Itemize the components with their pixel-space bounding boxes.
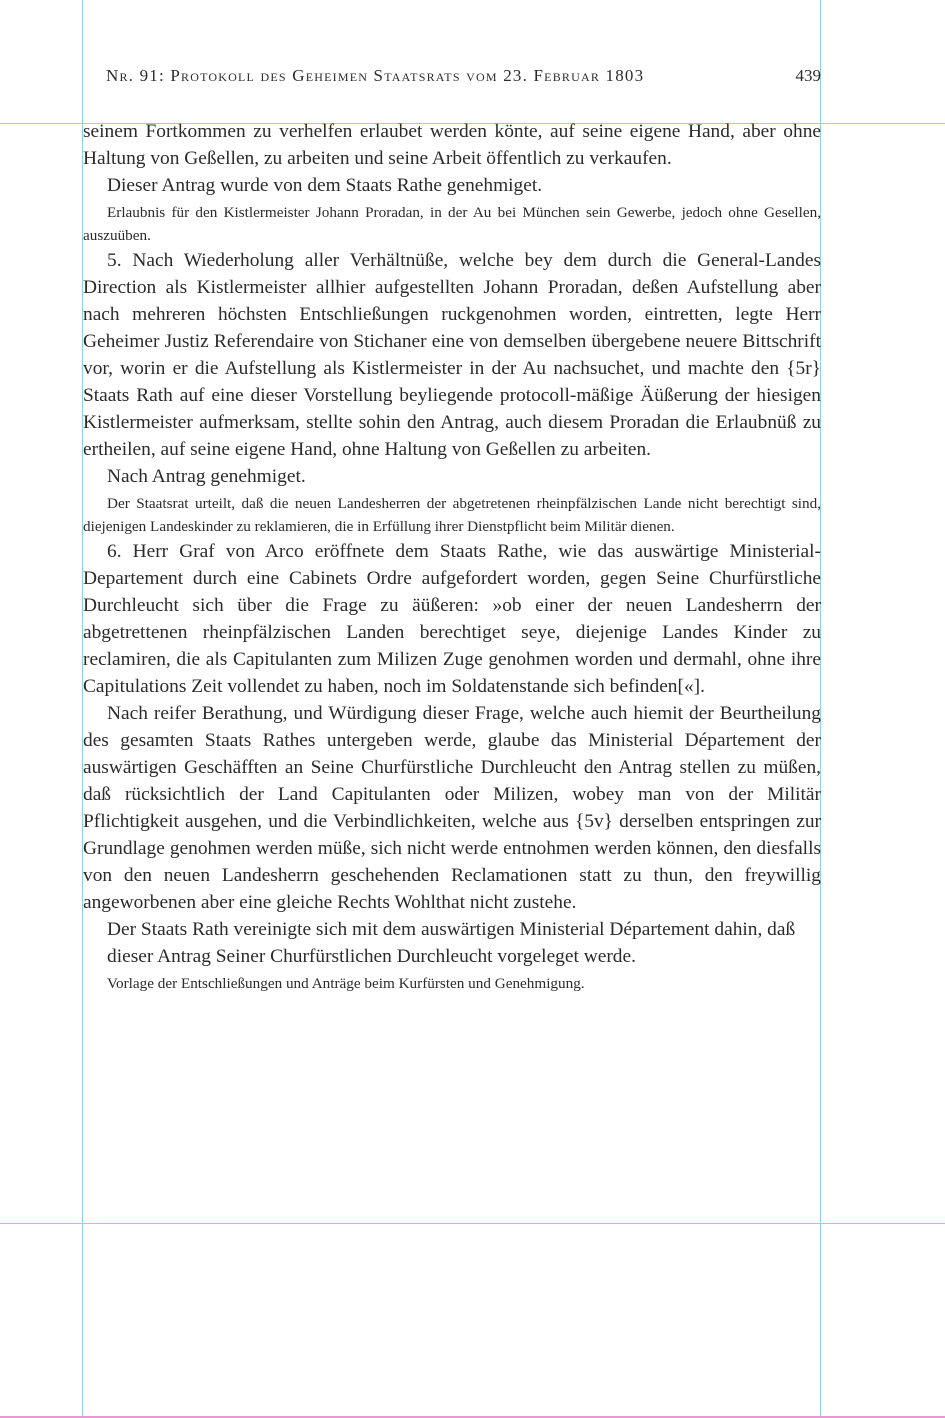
- paragraph-item-6: 6. Herr Graf von Arco eröffnete dem Staats Rathe, wie das auswärtige Ministerial-Departement durch eine Cabinets Ordre aufgefordert worden, gegen Seine Churfürstliche Durchleucht sich über die Frage zu äüßeren: »ob einer der neuen Landesherrn der abgetrettenen rheinpfälzischen Landen berechtiget seye, diejenige Landes Kinder zu reclamiren, die als Capitulanten zum Milizen Zuge genohmen worden und dermahl, ohne ihre Capitulations Zeit vollendet zu haben, noch im Soldatenstande sich befinden[«].: [83, 541, 821, 697]
- paragraph-continued: seinem Fortkommen zu verhelfen erlaubet werden könte, auf seine eigene Hand, aber ohne Haltung von Geßellen, zu arbeiten und seine Arbeit öffentlich zu verkaufen.: [83, 121, 821, 169]
- paragraph-resolution: Dieser Antrag wurde von dem Staats Rathe genehmiget.: [107, 175, 543, 196]
- paragraph-item-5: 5. Nach Wiederholung aller Verhältnüße, welche bey dem durch die General-Landes Direction als Kistlermeister allhier aufgestellten Johann Proradan, deßen Aufstellung aber nach mehreren höchsten Entschließungen ruckgenohmen worden, eintretten, legte Herr Geheimer Justiz Referendaire von Stichaner eine von demselben übergebene neuere Bittschrift vor, worin er die Aufstellung als Kistlermeister in der Au nachsuchet, und machte den {5r} Staats Rath auf eine dieser Vorstellung beyliegende protocoll-mäßige Äüßerung der hiesigen Kistlermeister aufmerksam, stellte sohin den Antrag, auch diesem Proradan die Erlaubnüß zu ertheilen, auf seine eigene Hand, ohne Haltung von Geßellen zu arbeiten.: [83, 250, 821, 460]
- summary-note: Erlaubnis für den Kistlermeister Johann Proradan, in der Au bei München sein Gewerbe, jedoch ohne Gesellen, auszuüben.: [83, 204, 821, 244]
- summary-note: Vorlage der Entschließungen und Anträge beim Kurfürsten und Genehmigung.: [107, 975, 585, 992]
- running-title: Nr. 91: Protokoll des Geheimen Staatsrats vom 23. Februar 1803: [106, 66, 645, 85]
- running-head: [106, 66, 821, 90]
- paragraph-resolution: Der Staats Rath vereinigte sich mit dem auswärtigen Ministerial Département dahin, daß dieser Antrag Seiner Churfürstlichen Durchleucht vorgeleget werde.: [107, 919, 796, 967]
- bottom-margin-guide: [0, 1223, 945, 1224]
- summary-note: Der Staatsrat urteilt, daß die neuen Landesherren der abgetretenen rheinpfälzischen Lande nicht berechtigt sind, diejenigen Landeskinder zu reklamieren, die in Erfüllung ihrer Dienstpflicht beim Militär dienen.: [83, 495, 821, 535]
- paragraph-resolution: Nach Antrag genehmiget.: [107, 466, 306, 487]
- paragraph-deliberation: Nach reifer Berathung, und Würdigung dieser Frage, welche auch hiemit der Beurtheilung des gesamten Staats Rathes untergeben werde, glaube das Ministerial Département der auswärtigen Geschäfften an Seine Churfürstliche Durchleucht den Antrag stellen zu müßen, daß rücksichtlich der Land Capitulanten oder Milizen, wobey man von der Militär Pflichtigkeit ausgehen, und die Verbindlichkeiten, welche aus {5v} derselben entspringen zur Grundlage genohmen werden müße, sich nicht werde entnohmen werden können, den diesfalls von den neuen Landesherrn geschehenden Reclamationen statt zu thun, den freywillig angeworbenen aber eine gleiche Rechts Wohlthat nicht zustehe.: [83, 703, 821, 913]
- text-block: [83, 118, 821, 995]
- page-number: 439: [795, 66, 821, 85]
